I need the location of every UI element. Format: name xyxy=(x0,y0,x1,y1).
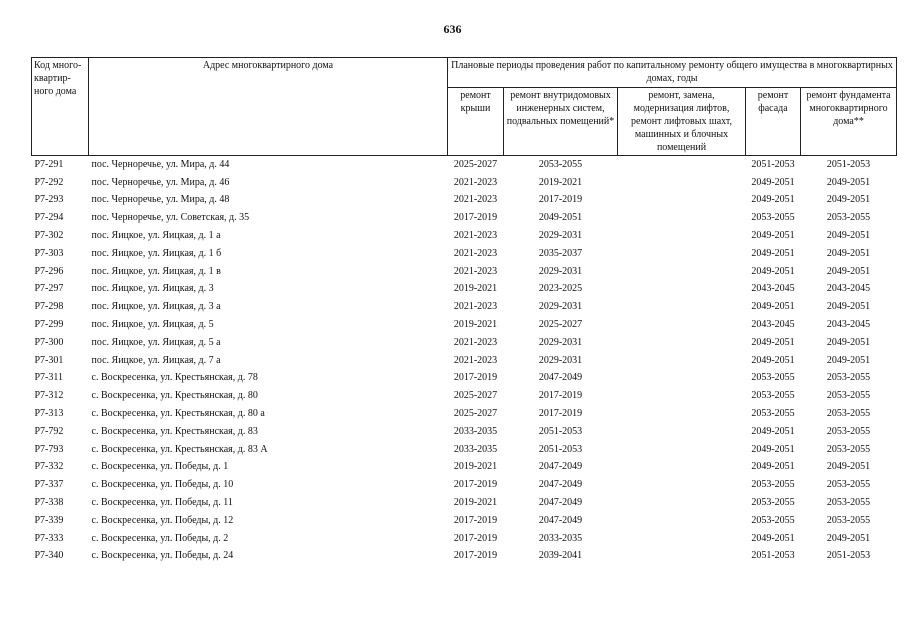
facade-cell: 2049-2051 xyxy=(751,247,795,259)
table-row xyxy=(32,281,897,299)
code-cell: Р7-297 xyxy=(34,283,64,295)
roof-cell: 2025-2027 xyxy=(453,158,498,170)
address-cell: с. Воскресенка, ул. Победы, д. 11 xyxy=(91,497,233,509)
table-row xyxy=(32,459,897,477)
systems-cell: 2047-2049 xyxy=(538,514,583,526)
foundation-cell: 2053-2055 xyxy=(826,479,871,491)
foundation-cell: 2049-2051 xyxy=(826,336,871,348)
foundation-cell: 2053-2055 xyxy=(826,514,871,526)
lifts-cell xyxy=(618,352,746,370)
address-cell: с. Воскресенка, ул. Победы, д. 12 xyxy=(91,514,234,526)
table-row xyxy=(32,548,897,566)
code-cell: Р7-793 xyxy=(34,443,64,455)
address-cell: с. Воскресенка, ул. Победы, д. 24 xyxy=(91,550,234,562)
roof-cell: 2017-2019 xyxy=(453,212,498,224)
foundation-cell: 2049-2051 xyxy=(826,532,871,544)
code-cell: Р7-332 xyxy=(34,461,64,473)
foundation-cell: 2049-2051 xyxy=(826,194,871,206)
address-cell: с. Воскресенка, ул. Крестьянская, д. 83 xyxy=(91,425,258,437)
foundation-cell: 2053-2055 xyxy=(826,497,871,509)
systems-cell: 2029-2031 xyxy=(538,354,583,366)
code-cell: Р7-294 xyxy=(34,212,64,224)
foundation-cell: 2049-2051 xyxy=(826,461,871,473)
address-cell: пос. Яицкое, ул. Яицкая, д. 1 а xyxy=(91,230,221,242)
table-row xyxy=(32,370,897,388)
roof-cell: 2021-2023 xyxy=(453,265,498,277)
facade-cell: 2049-2051 xyxy=(751,336,795,348)
table-row xyxy=(32,316,897,334)
facade-cell: 2049-2051 xyxy=(751,354,795,366)
facade-cell: 2049-2051 xyxy=(751,301,795,313)
roof-cell: 2025-2027 xyxy=(453,390,498,402)
header-periods: Плановые периоды проведения работ по капитальному ремонту общего имущества в многоквартирных домах, годы xyxy=(448,58,897,88)
lifts-cell xyxy=(618,530,746,548)
code-cell: Р7-292 xyxy=(34,176,64,188)
foundation-cell: 2051-2053 xyxy=(826,550,871,562)
lifts-cell xyxy=(618,370,746,388)
systems-cell: 2019-2021 xyxy=(538,176,583,188)
lifts-cell xyxy=(618,441,746,459)
roof-cell: 2017-2019 xyxy=(453,372,498,384)
systems-cell: 2047-2049 xyxy=(538,372,583,384)
lifts-cell xyxy=(618,174,746,192)
address-cell: пос. Яицкое, ул. Яицкая, д. 7 а xyxy=(91,354,221,366)
systems-cell: 2029-2031 xyxy=(538,301,583,313)
foundation-cell: 2043-2045 xyxy=(826,283,871,295)
table-row xyxy=(32,334,897,352)
foundation-cell: 2043-2045 xyxy=(826,319,871,331)
header-lifts: ремонт, замена, модернизация лифтов, ремонт лифтовых шахт, машинных и блочных помещений xyxy=(618,88,746,156)
table-row xyxy=(32,530,897,548)
roof-cell: 2033-2035 xyxy=(453,443,498,455)
header-facade: ремонт фасада xyxy=(746,88,801,156)
systems-cell: 2051-2053 xyxy=(538,443,583,455)
lifts-cell xyxy=(618,494,746,512)
table-row xyxy=(32,245,897,263)
header-systems: ремонт внутридомовых инженерных систем, подвальных помещений* xyxy=(504,88,618,156)
systems-cell: 2053-2055 xyxy=(538,158,583,170)
address-cell: с. Воскресенка, ул. Крестьянская, д. 83 А xyxy=(91,443,268,455)
foundation-cell: 2053-2055 xyxy=(826,372,871,384)
foundation-cell: 2049-2051 xyxy=(826,230,871,242)
table-row xyxy=(32,441,897,459)
systems-cell: 2049-2051 xyxy=(538,212,583,224)
lifts-cell xyxy=(618,334,746,352)
code-cell: Р7-303 xyxy=(34,247,64,259)
table-row xyxy=(32,512,897,530)
table-row xyxy=(32,298,897,316)
code-cell: Р7-340 xyxy=(34,550,64,562)
roof-cell: 2017-2019 xyxy=(453,514,498,526)
roof-cell: 2025-2027 xyxy=(453,408,498,420)
address-cell: пос. Яицкое, ул. Яицкая, д. 5 xyxy=(91,319,214,331)
foundation-cell: 2049-2051 xyxy=(826,176,871,188)
roof-cell: 2021-2023 xyxy=(453,247,498,259)
systems-cell: 2051-2053 xyxy=(538,425,583,437)
foundation-cell: 2049-2051 xyxy=(826,265,871,277)
address-cell: пос. Яицкое, ул. Яицкая, д. 1 б xyxy=(91,247,222,259)
facade-cell: 2051-2053 xyxy=(751,158,795,170)
lifts-cell xyxy=(618,459,746,477)
code-cell: Р7-792 xyxy=(34,425,64,437)
facade-cell: 2053-2055 xyxy=(751,372,795,384)
lifts-cell xyxy=(618,476,746,494)
address-cell: с. Воскресенка, ул. Победы, д. 1 xyxy=(91,461,229,473)
code-cell: Р7-296 xyxy=(34,265,64,277)
address-cell: с. Воскресенка, ул. Крестьянская, д. 80 а xyxy=(91,408,265,420)
lifts-cell xyxy=(618,245,746,263)
systems-cell: 2047-2049 xyxy=(538,497,583,509)
address-cell: пос. Черноречье, ул. Советская, д. 35 xyxy=(91,212,250,224)
code-cell: Р7-338 xyxy=(34,497,64,509)
systems-cell: 2029-2031 xyxy=(538,265,583,277)
table-row xyxy=(32,476,897,494)
lifts-cell xyxy=(618,263,746,281)
roof-cell: 2021-2023 xyxy=(453,336,498,348)
systems-cell: 2047-2049 xyxy=(538,461,583,473)
code-cell: Р7-337 xyxy=(34,479,64,491)
roof-cell: 2019-2021 xyxy=(453,461,498,473)
foundation-cell: 2049-2051 xyxy=(826,247,871,259)
roof-cell: 2019-2021 xyxy=(453,319,498,331)
systems-cell: 2017-2019 xyxy=(538,194,583,206)
lifts-cell xyxy=(618,209,746,227)
facade-cell: 2053-2055 xyxy=(751,408,795,420)
table-row xyxy=(32,174,897,192)
capital-repair-table xyxy=(31,57,897,565)
facade-cell: 2043-2045 xyxy=(751,319,795,331)
facade-cell: 2051-2053 xyxy=(751,550,795,562)
systems-cell: 2033-2035 xyxy=(538,532,583,544)
roof-cell: 2021-2023 xyxy=(453,354,498,366)
address-cell: с. Воскресенка, ул. Победы, д. 10 xyxy=(91,479,234,491)
systems-cell: 2039-2041 xyxy=(538,550,583,562)
facade-cell: 2049-2051 xyxy=(751,443,795,455)
roof-cell: 2033-2035 xyxy=(453,425,498,437)
header-roof: ремонт крыши xyxy=(448,88,504,156)
facade-cell: 2049-2051 xyxy=(751,425,795,437)
code-cell: Р7-298 xyxy=(34,301,64,313)
table-row xyxy=(32,209,897,227)
header-address: Адрес многоквартирного дома xyxy=(89,58,448,156)
facade-cell: 2049-2051 xyxy=(751,194,795,206)
lifts-cell xyxy=(618,512,746,530)
code-cell: Р7-333 xyxy=(34,532,64,544)
code-cell: Р7-300 xyxy=(34,336,64,348)
code-cell: Р7-293 xyxy=(34,194,64,206)
lifts-cell xyxy=(618,192,746,210)
code-cell: Р7-313 xyxy=(34,408,64,420)
code-cell: Р7-311 xyxy=(34,372,64,384)
roof-cell: 2019-2021 xyxy=(453,283,498,295)
lifts-cell xyxy=(618,281,746,299)
table-row xyxy=(32,192,897,210)
code-cell: Р7-302 xyxy=(34,230,64,242)
foundation-cell: 2053-2055 xyxy=(826,212,871,224)
address-cell: пос. Яицкое, ул. Яицкая, д. 1 в xyxy=(91,265,221,277)
systems-cell: 2047-2049 xyxy=(538,479,583,491)
lifts-cell xyxy=(618,227,746,245)
roof-cell: 2021-2023 xyxy=(453,194,498,206)
address-cell: с. Воскресенка, ул. Крестьянская, д. 80 xyxy=(91,390,258,402)
facade-cell: 2049-2051 xyxy=(751,461,795,473)
table-row xyxy=(32,423,897,441)
systems-cell: 2035-2037 xyxy=(538,247,583,259)
lifts-cell xyxy=(618,316,746,334)
foundation-cell: 2049-2051 xyxy=(826,301,871,313)
foundation-cell: 2053-2055 xyxy=(826,425,871,437)
table-row xyxy=(32,387,897,405)
address-cell: пос. Черноречье, ул. Мира, д. 48 xyxy=(91,194,230,206)
table-row xyxy=(32,494,897,512)
systems-cell: 2029-2031 xyxy=(538,230,583,242)
systems-cell: 2017-2019 xyxy=(538,408,583,420)
lifts-cell xyxy=(618,387,746,405)
address-cell: пос. Яицкое, ул. Яицкая, д. 3 xyxy=(91,283,214,295)
facade-cell: 2049-2051 xyxy=(751,176,795,188)
foundation-cell: 2049-2051 xyxy=(826,354,871,366)
address-cell: с. Воскресенка, ул. Победы, д. 2 xyxy=(91,532,229,544)
facade-cell: 2053-2055 xyxy=(751,497,795,509)
facade-cell: 2053-2055 xyxy=(751,479,795,491)
roof-cell: 2017-2019 xyxy=(453,532,498,544)
lifts-cell xyxy=(618,156,746,174)
foundation-cell: 2053-2055 xyxy=(826,390,871,402)
address-cell: пос. Черноречье, ул. Мира, д. 44 xyxy=(91,158,230,170)
roof-cell: 2021-2023 xyxy=(453,176,498,188)
code-cell: Р7-291 xyxy=(34,158,64,170)
table-body xyxy=(32,156,897,566)
lifts-cell xyxy=(618,298,746,316)
roof-cell: 2017-2019 xyxy=(453,479,498,491)
facade-cell: 2049-2051 xyxy=(751,265,795,277)
systems-cell: 2017-2019 xyxy=(538,390,583,402)
header-foundation: ремонт фундамента многоквартирного дома** xyxy=(801,88,897,156)
facade-cell: 2049-2051 xyxy=(751,532,795,544)
systems-cell: 2023-2025 xyxy=(538,283,583,295)
systems-cell: 2029-2031 xyxy=(538,336,583,348)
roof-cell: 2017-2019 xyxy=(453,550,498,562)
code-cell: Р7-312 xyxy=(34,390,64,402)
address-cell: пос. Яицкое, ул. Яицкая, д. 3 а xyxy=(91,301,221,313)
header-code: Код много-квартир-ного дома xyxy=(32,58,89,156)
table-row xyxy=(32,227,897,245)
facade-cell: 2053-2055 xyxy=(751,212,795,224)
table-row xyxy=(32,263,897,281)
lifts-cell xyxy=(618,405,746,423)
foundation-cell: 2051-2053 xyxy=(826,158,871,170)
foundation-cell: 2053-2055 xyxy=(826,443,871,455)
code-cell: Р7-301 xyxy=(34,354,64,366)
table-row xyxy=(32,156,897,174)
facade-cell: 2049-2051 xyxy=(751,230,795,242)
address-cell: пос. Яицкое, ул. Яицкая, д. 5 а xyxy=(91,336,221,348)
facade-cell: 2043-2045 xyxy=(751,283,795,295)
page-number: 636 xyxy=(443,22,462,36)
facade-cell: 2053-2055 xyxy=(751,390,795,402)
table-row xyxy=(32,405,897,423)
code-cell: Р7-339 xyxy=(34,514,64,526)
lifts-cell xyxy=(618,423,746,441)
code-cell: Р7-299 xyxy=(34,319,64,331)
address-cell: пос. Черноречье, ул. Мира, д. 46 xyxy=(91,176,230,188)
table-row xyxy=(32,352,897,370)
roof-cell: 2019-2021 xyxy=(453,497,498,509)
roof-cell: 2021-2023 xyxy=(453,230,498,242)
foundation-cell: 2053-2055 xyxy=(826,408,871,420)
facade-cell: 2053-2055 xyxy=(751,514,795,526)
systems-cell: 2025-2027 xyxy=(538,319,583,331)
lifts-cell xyxy=(618,548,746,566)
roof-cell: 2021-2023 xyxy=(453,301,498,313)
address-cell: с. Воскресенка, ул. Крестьянская, д. 78 xyxy=(91,372,258,384)
